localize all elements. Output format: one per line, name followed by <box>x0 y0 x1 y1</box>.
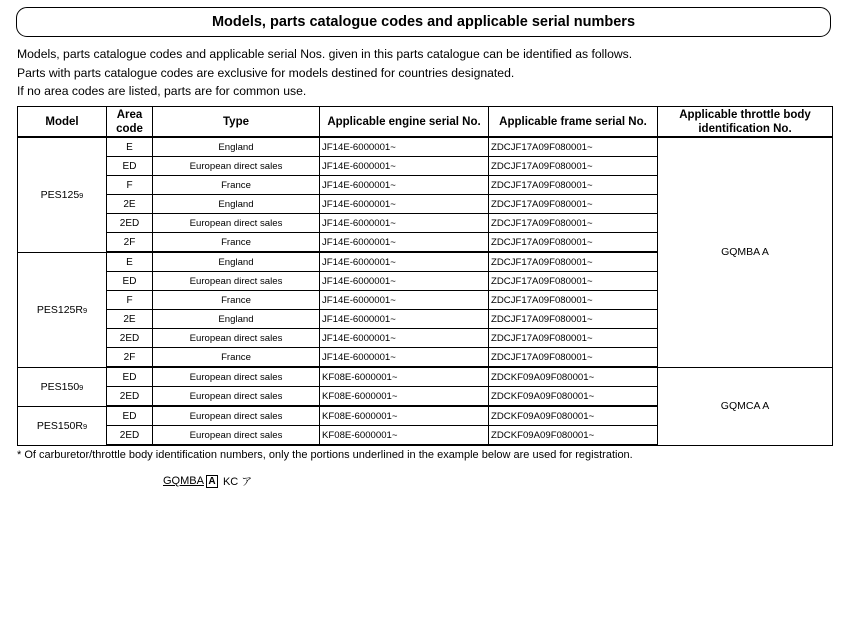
type-cell: European direct sales <box>153 406 320 426</box>
area-code-cell: 2ED <box>107 214 153 233</box>
type-cell: France <box>153 176 320 195</box>
area-code-cell: ED <box>107 272 153 291</box>
engine-serial-cell: KF08E-6000001~ <box>320 387 489 407</box>
intro-line: If no area codes are listed, parts are for common use. <box>17 84 307 98</box>
engine-serial-cell: JF14E-6000001~ <box>320 195 489 214</box>
frame-serial-cell: ZDCKF09A09F080001~ <box>489 426 658 446</box>
frame-serial-cell: ZDCJF17A09F080001~ <box>489 348 658 368</box>
model-cell <box>18 367 107 406</box>
engine-serial-cell: KF08E-6000001~ <box>320 406 489 426</box>
type-cell: European direct sales <box>153 387 320 407</box>
frame-serial-cell: ZDCKF09A09F080001~ <box>489 367 658 387</box>
area-code-cell: ED <box>107 157 153 176</box>
header-frame-serial: Applicable frame serial No. <box>489 107 658 138</box>
model-version: 9 <box>82 305 88 315</box>
page-title: Models, parts catalogue codes and applicable serial numbers <box>16 7 831 37</box>
area-code-cell: 2E <box>107 195 153 214</box>
frame-serial-cell: ZDCJF17A09F080001~ <box>489 310 658 329</box>
example-boxed-char: A <box>206 475 218 488</box>
engine-serial-cell: JF14E-6000001~ <box>320 329 489 348</box>
header-area-code: Area code <box>107 107 153 138</box>
area-code-cell: E <box>107 252 153 272</box>
engine-serial-cell: JF14E-6000001~ <box>320 252 489 272</box>
catalogue-table <box>17 106 833 446</box>
area-code-cell: E <box>107 137 153 157</box>
type-cell: England <box>153 252 320 272</box>
throttle-id-cell: GQMCA A <box>658 367 833 445</box>
frame-serial-cell: ZDCJF17A09F080001~ <box>489 176 658 195</box>
engine-serial-cell: JF14E-6000001~ <box>320 348 489 368</box>
area-code-cell: 2F <box>107 233 153 253</box>
frame-serial-cell: ZDCKF09A09F080001~ <box>489 406 658 426</box>
area-code-cell: ED <box>107 367 153 387</box>
footnote: * Of carburetor/throttle body identification numbers, only the portions underlined in the example below are used for registration. <box>17 449 633 461</box>
engine-serial-cell: JF14E-6000001~ <box>320 176 489 195</box>
type-cell: European direct sales <box>153 367 320 387</box>
engine-serial-cell: KF08E-6000001~ <box>320 426 489 446</box>
area-code-cell: ED <box>107 406 153 426</box>
model-version: 9 <box>79 190 84 200</box>
area-code-cell: F <box>107 176 153 195</box>
type-cell: European direct sales <box>153 214 320 233</box>
type-cell: England <box>153 310 320 329</box>
frame-serial-cell: ZDCJF17A09F080001~ <box>489 195 658 214</box>
engine-serial-cell: JF14E-6000001~ <box>320 291 489 310</box>
engine-serial-cell: KF08E-6000001~ <box>320 367 489 387</box>
type-cell: European direct sales <box>153 329 320 348</box>
area-code-cell: 2ED <box>107 426 153 446</box>
type-cell: France <box>153 233 320 253</box>
type-cell: England <box>153 137 320 157</box>
type-cell: England <box>153 195 320 214</box>
model-name: PES125R <box>36 303 83 316</box>
intro-line: Models, parts catalogue codes and applicable serial Nos. given in this parts catalogue can be identified as follows. <box>17 47 633 61</box>
frame-serial-cell: ZDCJF17A09F080001~ <box>489 329 658 348</box>
model-name: PES125 <box>40 188 80 201</box>
frame-serial-cell: ZDCKF09A09F080001~ <box>489 387 658 407</box>
example-underlined: GQMBA <box>163 475 204 487</box>
type-cell: France <box>153 348 320 368</box>
example-id <box>163 473 252 489</box>
type-cell: France <box>153 291 320 310</box>
model-cell <box>18 252 107 367</box>
frame-serial-cell: ZDCJF17A09F080001~ <box>489 233 658 253</box>
intro-line: Parts with parts catalogue codes are exclusive for models destined for countries designated. <box>17 65 515 80</box>
header-type: Type <box>153 107 320 138</box>
type-cell: European direct sales <box>153 272 320 291</box>
model-name: PES150R <box>36 419 83 432</box>
area-code-cell: 2ED <box>107 329 153 348</box>
engine-serial-cell: JF14E-6000001~ <box>320 157 489 176</box>
table-body <box>18 137 833 445</box>
header-throttle-id: Applicable throttle body identification No. <box>658 107 833 138</box>
example-rest: KC ア <box>222 476 253 488</box>
header-model: Model <box>18 107 107 138</box>
throttle-id-cell: GQMBA A <box>658 137 833 367</box>
engine-serial-cell: JF14E-6000001~ <box>320 272 489 291</box>
frame-serial-cell: ZDCJF17A09F080001~ <box>489 214 658 233</box>
table-row <box>18 137 833 157</box>
engine-serial-cell: JF14E-6000001~ <box>320 214 489 233</box>
type-cell: European direct sales <box>153 426 320 446</box>
frame-serial-cell: ZDCJF17A09F080001~ <box>489 291 658 310</box>
model-version: 9 <box>82 421 88 431</box>
model-name: PES150 <box>40 380 80 393</box>
intro-text <box>17 45 632 101</box>
frame-serial-cell: ZDCJF17A09F080001~ <box>489 252 658 272</box>
area-code-cell: 2ED <box>107 387 153 407</box>
frame-serial-cell: ZDCJF17A09F080001~ <box>489 157 658 176</box>
frame-serial-cell: ZDCJF17A09F080001~ <box>489 272 658 291</box>
model-cell <box>18 137 107 252</box>
model-version: 9 <box>79 382 84 392</box>
area-code-cell: 2F <box>107 348 153 368</box>
model-cell <box>18 406 107 445</box>
table-row <box>18 367 833 387</box>
engine-serial-cell: JF14E-6000001~ <box>320 137 489 157</box>
engine-serial-cell: JF14E-6000001~ <box>320 310 489 329</box>
engine-serial-cell: JF14E-6000001~ <box>320 233 489 253</box>
type-cell: European direct sales <box>153 157 320 176</box>
area-code-cell: 2E <box>107 310 153 329</box>
frame-serial-cell: ZDCJF17A09F080001~ <box>489 137 658 157</box>
area-code-cell: F <box>107 291 153 310</box>
header-engine-serial: Applicable engine serial No. <box>320 107 489 138</box>
table-header-row <box>18 107 833 138</box>
